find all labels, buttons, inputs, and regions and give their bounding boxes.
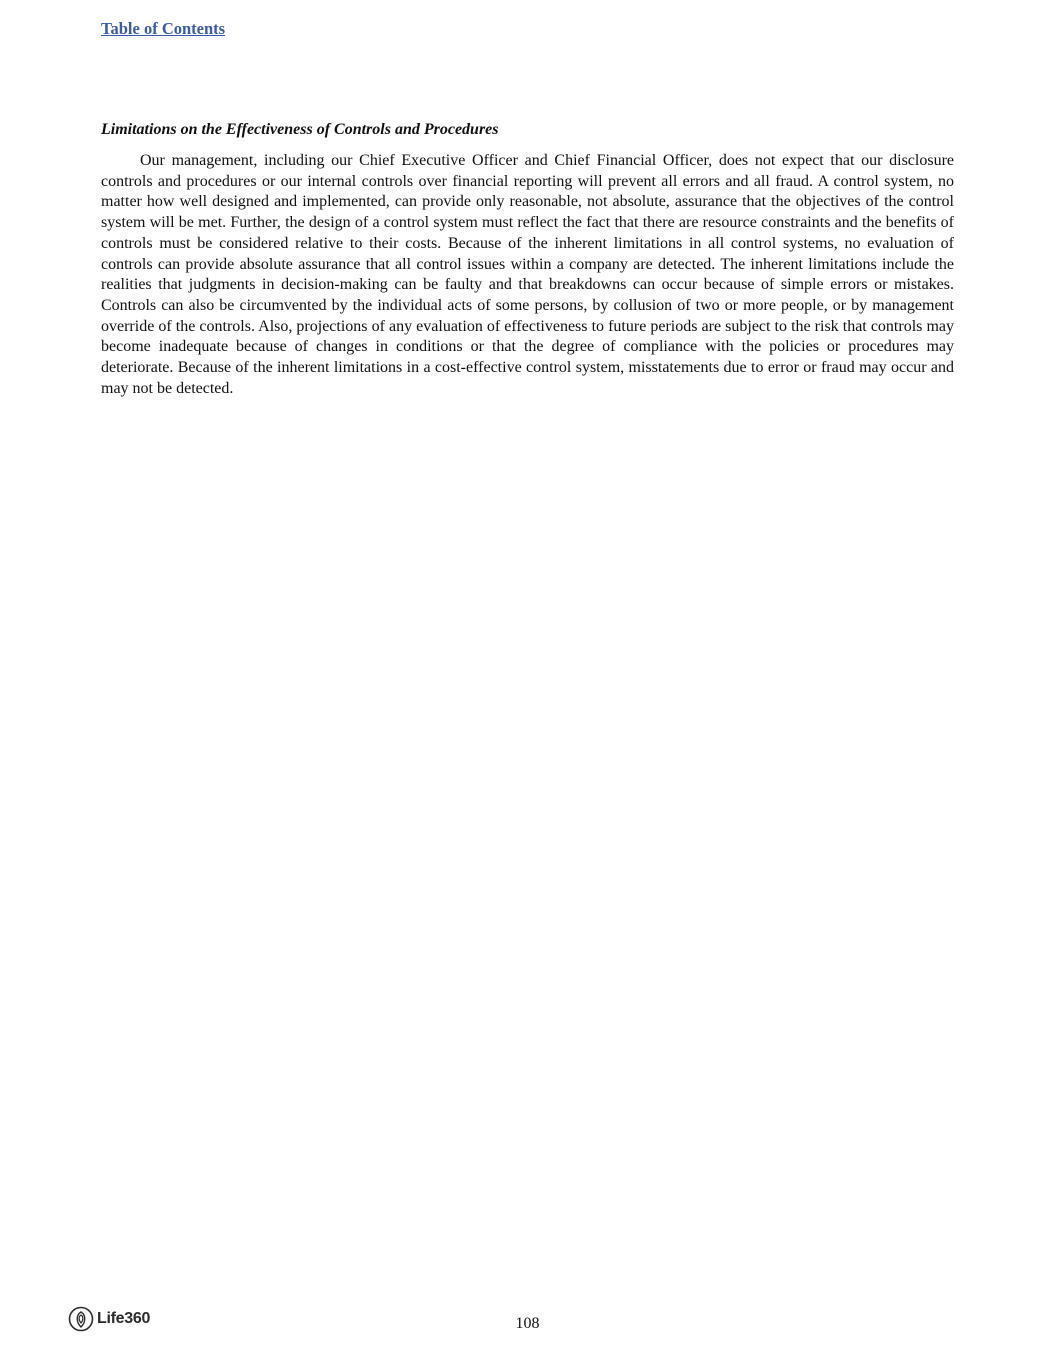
section-heading: Limitations on the Effectiveness of Controls and Procedures xyxy=(101,121,499,138)
table-of-contents-link[interactable]: Table of Contents xyxy=(101,19,226,38)
page-number: 108 xyxy=(515,1315,540,1332)
body-paragraph: Our management, including our Chief Executive Officer and Chief Financial Officer, does not expect that our disclosure controls and procedures or our internal controls over financial reporting will prevent all errors and all fraud. A control system, no matter how well designed and implemented, can provide only reasonable, not absolute, assurance that the objectives of the control system will be met. Further, the design of a control system must reflect the fact that there are resource constraints and the benefits of controls must be considered relative to their costs. Because of the inherent limitations in all control systems, no evaluation of controls can provide absolute assurance that all control issues within a company are detected. The inherent limitations include the realities that judgments in decision-making can be faulty and that breakdowns can occur because of simple errors or mistakes. Controls can also be circumvented by the individual acts of some persons, by collusion of two or more people, or by management override of the controls. Also, projections of any evaluation of effectiveness to future periods are subject to the risk that controls may become inadequate because of changes in conditions or that the degree of compliance with the policies or procedures may deteriorate. Because of the inherent limitations in a cost-effective control system, misstatements due to error or fraud may occur and may not be detected. xyxy=(101,152,954,397)
logo-wordmark: Life360 xyxy=(97,1310,151,1327)
